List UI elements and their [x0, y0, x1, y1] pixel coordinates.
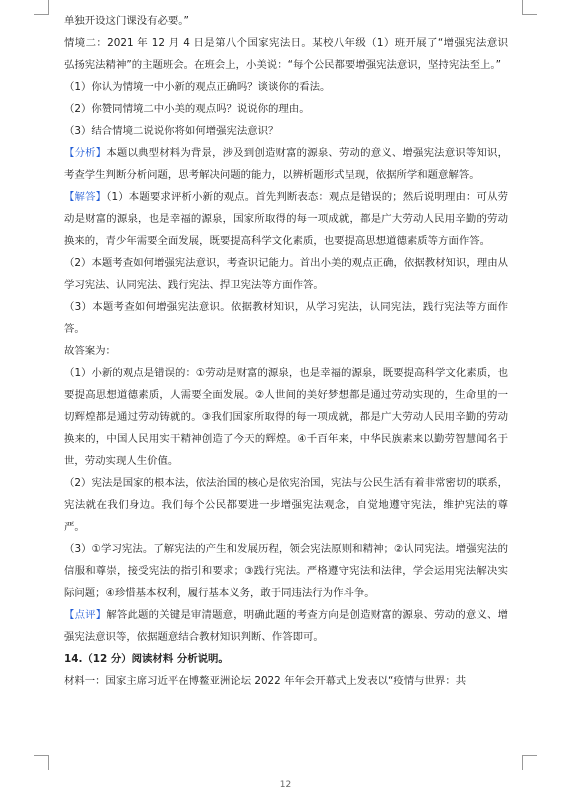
analysis-tag: 【分析】 [64, 147, 107, 159]
crop-mark-top-right [522, 0, 537, 15]
question-2: （2）你赞同情境二中小美的观点吗？说说你的理由。 [64, 103, 310, 115]
crop-mark-bottom-right [522, 755, 537, 770]
material-one: 材料一：国家主席习近平在博鳌亚洲论坛 2022 年年会开幕式上发表以“疫情与世界：共 [64, 675, 467, 687]
text-line: 单独开设这门课没有必要。” [64, 15, 189, 27]
answer-paragraph-3: （3）本题考查如何增强宪法意识。依据教材知识，从学习宪法，认同宪法，践行宪法等方面作答。 [64, 301, 508, 335]
page-number: 12 [279, 780, 292, 790]
answer-item-3: （3）①学习宪法。了解宪法的产生和发展历程，领会宪法原则和精神；②认同宪法。增强宪法的信服和尊崇，接受宪法的指引和要求；③践行宪法。严格遵守宪法和法律，学会运用宪法解决实际问题；④珍惜基本权利，履行基本义务，敢于同违法行为作斗争。 [64, 543, 508, 599]
answer-therefore: 故答案为： [64, 345, 116, 357]
scenario-two: 情境二：2021 年 12 月 4 日是第八个国家宪法日。某校八年级（1）班开展了“增强宪法意识 弘扬宪法精神”的主题班会。在班会上，小美说：“每个公民都要增强宪法意识，坚持宪法至上。” [64, 37, 519, 71]
question-3: （3）结合情境二说说你将如何增强宪法意识？ [64, 125, 279, 137]
answer-text-1: （1）本题要求评析小新的观点。首先判断表态：观点是错误的；然后说明理由：可从劳动是财富的源泉，也是幸福的源泉，国家所取得的每一项成就，都是广大劳动人民用辛勤的劳动换来的，青少年需要全面发展，既要提高科学文化素质，也要提高思想道德素质等方面作答。 [64, 191, 508, 247]
question-1: （1）你认为情境一中小新的观点正确吗？谈谈你的看法。 [64, 81, 331, 93]
analysis-paragraph [64, 142, 508, 186]
comment-paragraph [64, 604, 508, 648]
question-14-heading: 14.（12 分）阅读材料 分析说明。 [64, 653, 229, 665]
answer-item-2: （2）宪法是国家的根本法，依法治国的核心是依宪治国，宪法与公民生活有着非常密切的联系，宪法就在我们身边。我们每个公民都要进一步增强宪法观念，自觉地遵守宪法，维护宪法的尊严。 [64, 477, 508, 533]
analysis-text: 本题以典型材料为背景，涉及到创造财富的源泉、劳动的意义、增强宪法意识等知识，考查学生判断分析问题，思考解决问题的能力，以辨析题形式呈现，依据所学和题意解答。 [64, 147, 509, 181]
comment-text: 解答此题的关键是审清题意，明确此题的考查方向是创造财富的源泉、劳动的意义、增强宪法意识等，依据题意结合教材知识判断、作答即可。 [64, 609, 509, 643]
answer-paragraph-2: （2）本题考查如何增强宪法意识，考查识记能力。首出小美的观点正确，依据教材知识，理由从学习宪法、认同宪法、践行宪法、捍卫宪法等方面作答。 [64, 257, 508, 291]
answer-paragraph-1 [64, 186, 508, 252]
answer-tag: 【解答】 [64, 191, 107, 203]
comment-tag: 【点评】 [64, 609, 107, 621]
crop-mark-top-left [34, 0, 49, 15]
document-body [64, 10, 519, 692]
crop-mark-bottom-left [34, 755, 49, 770]
answer-item-1: （1）小新的观点是错误的：①劳动是财富的源泉，也是幸福的源泉，既要提高科学文化素质，也要提高思想道德素质，人需要全面发展。②人世间的美好梦想都是通过劳动实现的，生命里的一切辉煌都是通过劳动铸就的。③我们国家所取得的每一项成就，都是广大劳动人民用辛勤的劳动换来的，中国人民用实干精神创造了今天的辉煌。④千百年来，中华民族素来以勤劳智慧闻名于世，劳动实现人生价值。 [64, 367, 508, 467]
